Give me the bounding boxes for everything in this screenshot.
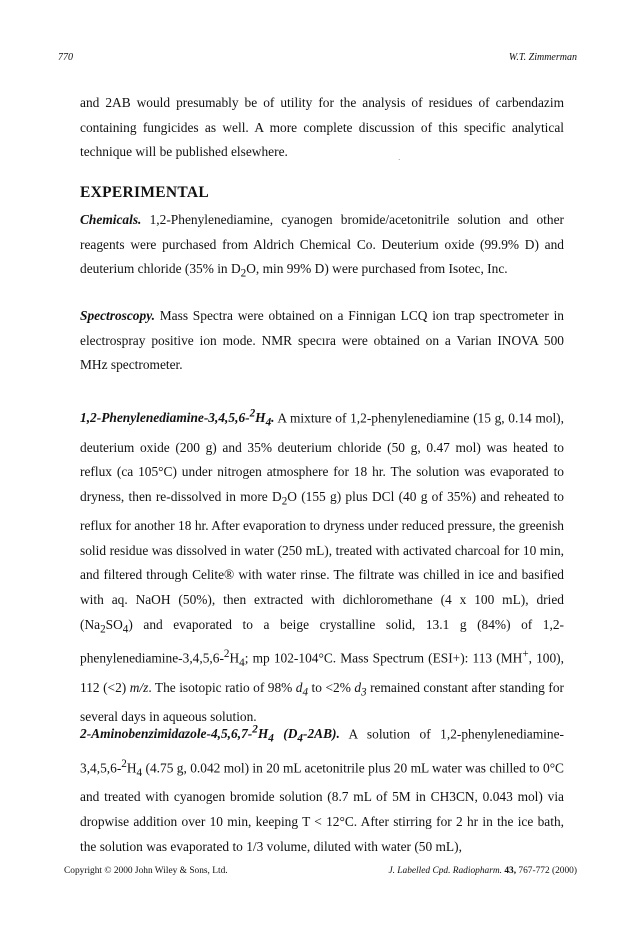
chemicals-text: Chemicals. 1,2-Phenylenediamine, cyanogen bromide/acetonitrile solution and other reagents were purchased from Aldrich Chemical Co. Deuterium oxide (99.9% D) and deuterium chloride (35% in $D_2O$, min 99% D) were purchased from Isotec, Inc. — [80, 212, 564, 280]
spectroscopy-text: Spectroscopy. Mass Spectra were obtained on a Finnigan LCQ ion trap spectrometer in electrospray positive ion mode. NMR specıra were obtained on a Varian INOVA 500 MHz spectrometer. — [80, 308, 564, 373]
journal-citation: J. Labelled Cpd. Radiopharm. 43, 767-772 (2000) — [388, 866, 577, 876]
intro-text: and 2AB would presumably be of utility for the analysis of residues of carbendazim containing fungicides as well. A more complete discussion of this specific analytical technique will be published elsewhere. — [80, 95, 564, 160]
running-head — [58, 52, 577, 66]
intro-paragraph — [80, 91, 564, 165]
page-number: 770 — [58, 52, 73, 63]
spectroscopy-paragraph — [80, 304, 564, 378]
aminobenzimidazole-text: $2-Aminobenzimidazole-4,5,6,7-^2H_4$ $(D_4-2AB)$. A solution of $1,2-phenylenediamine-3,4,5,6-^2H_4$ (4.75 g, 0.042 mol) in 20 mL acetonitrile plus 20 mL water was chilled to 0°C and treated with cyanogen bromide solution (8.7 mL of 5M in CH3CN, 0.043 mol) via dropwise addition over 10 min, keeping T < 12°C. After stirring for 2 hr in the ice bath, the solution was evaporated to 1/3 volume, diluted with water (50 mL), — [80, 724, 564, 854]
phenylenediamine-paragraph — [80, 402, 564, 729]
running-author: W.T. Zimmerman — [508, 52, 577, 63]
stray-mark: · — [398, 156, 401, 164]
spectroscopy-run-in: Spectroscopy. — [80, 308, 155, 323]
page-footer — [64, 866, 577, 880]
aminobenzimidazole-run-in: $2-Aminobenzimidazole-4,5,6,7-^2H_4$ $(D_4-2AB)$. — [80, 724, 340, 746]
copyright-notice: Copyright © 2000 John Wiley & Sons, Ltd. — [64, 866, 228, 876]
chemicals-paragraph — [80, 208, 564, 286]
chemicals-run-in: Chemicals. — [80, 212, 142, 227]
aminobenzimidazole-paragraph — [80, 718, 564, 859]
phenylenediamine-run-in: $1,2-Phenylenediamine-3,4,5,6-^2H_4$. — [80, 408, 275, 430]
section-heading: EXPERIMENTAL — [80, 184, 210, 201]
phenylenediamine-text: $1,2-Phenylenediamine-3,4,5,6-^2H_4$. A mixture of 1,2-phenylenediamine (15 g, 0.14 mol), deuterium oxide (200 g) and 35% deuterium chloride (50 g, 0.47 mol) was heated to reflux (ca 105°C) under nitrogen atmosphere for 18 hr. The solution was evaporated to dryness, then re-dissolved in more $D_2O$ (155 g) plus DCl (40 g of 35%) and reheated to reflux for another 18 hr. After evaporation to dryness under reduced pressure, the greenish solid residue was dissolved in water (250 mL), treated with activated charcoal for 10 min, and filtered through Celite® with water rinse. The filtrate was chilled in ice and basified with aq. NaOH (50%), then extracted with dichloromethane (4 x 100 mL), dried $(Na_2SO_4)$ and evaporated to a beige crystalline solid, 13.1 g (84%) of $1,2-phenylenediamine-3,4,5,6-^2H_4$; mp 102-104°C. Mass Spectrum (ESI+): 113 (MH+, 100), 112 (<2) m/z. The isotopic ratio of 98% $d_4$ to <2% $d_3$ remained constant after standing for several days in aqueous solution. — [80, 408, 564, 724]
